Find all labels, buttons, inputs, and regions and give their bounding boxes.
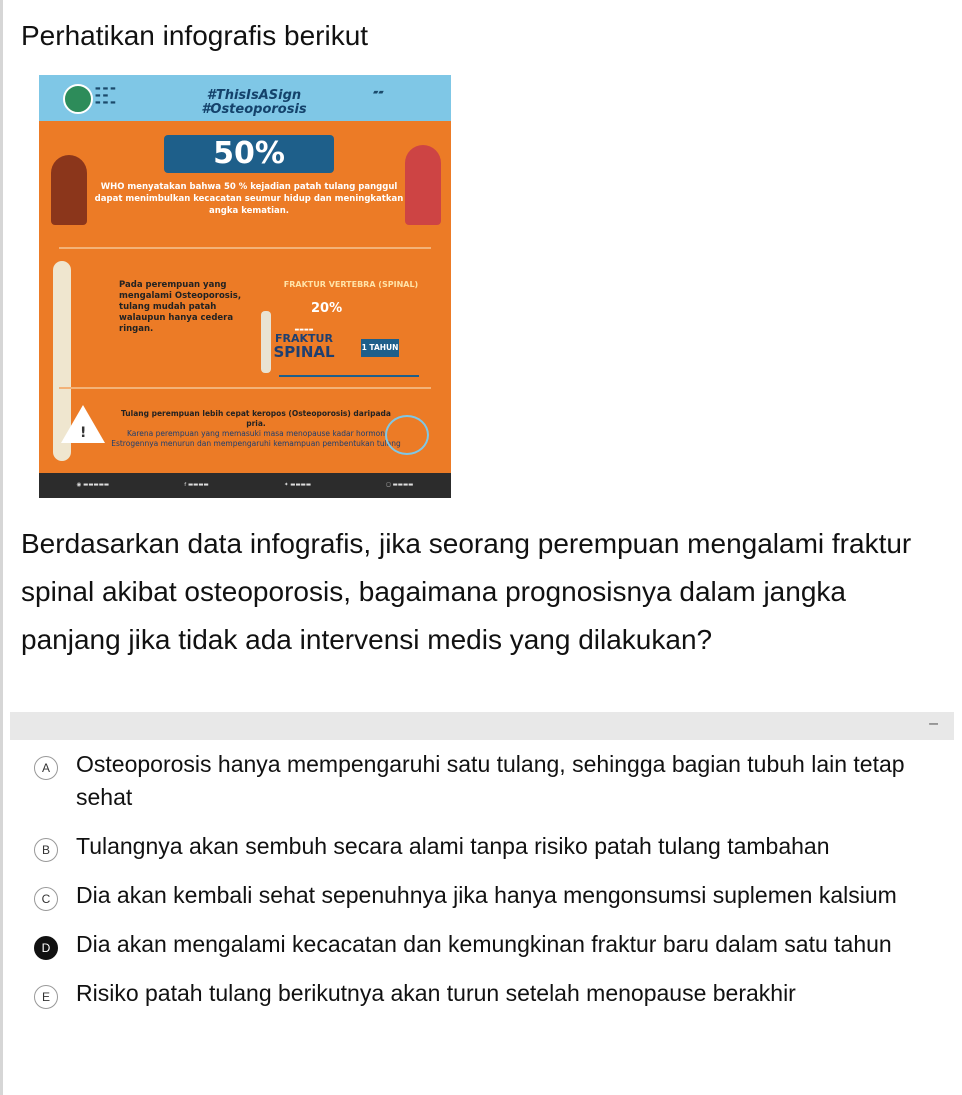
menopause-explanation: Karena perempuan yang memasuki masa menopause kadar hormon Estrogennya menurun dan mempengaruhi kemampuan pembentukan tulang (111, 429, 401, 448)
ministry-logo-icon (63, 84, 93, 114)
person-illustration-icon (405, 145, 441, 225)
gender-comparison-lead: Tulang perempuan lebih cepat keropos (Osteoporosis) daripada pria. (121, 409, 391, 428)
option-text: Dia akan mengalami kecacatan dan kemungkinan fraktur baru dalam satu tahun (76, 931, 892, 957)
gender-comparison-text (111, 409, 401, 449)
collapse-icon[interactable]: – (929, 715, 938, 732)
option-letter: A (34, 756, 58, 780)
option-text: Tulangnya akan sembuh secara alami tanpa risiko patah tulang tambahan (76, 833, 830, 859)
divider (59, 387, 431, 389)
option-text: Dia akan kembali sehat sepenuhnya jika hanya mengonsumsi suplemen kalsium (76, 882, 897, 908)
ministry-logo-text: ▬ ▬ ▬ ▬ ▬ ▬ ▬ ▬ (95, 85, 116, 106)
left-border (0, 0, 3, 1095)
one-year-badge: 1 TAHUN (361, 339, 399, 357)
exclamation-icon: ! (80, 425, 87, 441)
option-d[interactable] (22, 928, 952, 961)
fraktur-vertebra-heading: FRAKTUR VERTEBRA (SPINAL) (283, 280, 419, 289)
option-c[interactable] (22, 879, 952, 912)
option-letter: B (34, 838, 58, 862)
women-osteoporosis-text: Pada perempuan yang mengalami Osteoporosis, tulang mudah patah walaupun hanya cedera ringan. (119, 280, 242, 334)
answer-section-bar (10, 712, 954, 740)
gender-symbol-icon (385, 415, 429, 455)
timeline-arrow (279, 375, 419, 377)
fraktur-label: FRAKTUR (275, 332, 333, 345)
statistic-20-percent: 20% (311, 301, 343, 316)
spinal-label: SPINAL (273, 343, 335, 361)
social-media-footer (39, 473, 451, 498)
osteoporosis-infographic (39, 75, 451, 498)
who-statement: WHO menyatakan bahwa 50 % kejadian patah tulang panggul dapat menimbulkan kecacatan seumur hidup dan meningkatkan angka kematian. (94, 182, 404, 216)
facebook-icon: f ▬▬▬▬ (184, 482, 209, 488)
option-letter: C (34, 887, 58, 911)
person-illustration-icon (51, 155, 87, 225)
question-title: Perhatikan infografis berikut (21, 20, 369, 51)
instagram-icon: ◻ ▬▬▬▬ (386, 482, 414, 488)
answer-options (22, 748, 952, 1026)
infographic-hashtags (189, 89, 319, 117)
option-letter-selected: D (34, 936, 58, 960)
option-letter: E (34, 985, 58, 1009)
twitter-icon: ✦ ▬▬▬▬ (283, 482, 312, 488)
question-text: Berdasarkan data infografis, jika seorang perempuan mengalami fraktur spinal akibat osteoporosis, bagaimana prognosisnya dalam jangka panjang jika tidak ada intervensi medis yang dilakukan? (21, 528, 912, 655)
option-text: Risiko patah tulang berikutnya akan turun setelah menopause berakhir (76, 980, 796, 1006)
statistic-50-percent: 50% (164, 135, 334, 173)
fraktur-spinal-label: ▬▬▬▬ FRAKTUR SPINAL (269, 327, 339, 375)
germas-logo-icon: ▰▰ (373, 88, 384, 96)
hashtag-sign: #ThisIsASign (206, 88, 302, 103)
option-text: Osteoporosis hanya mempengaruhi satu tulang, sehingga bagian tubuh lain tetap sehat (76, 751, 905, 810)
option-e[interactable] (22, 977, 952, 1010)
hashtag-osteoporosis: #Osteoporosis (201, 102, 307, 117)
web-icon: ◉ ▬▬▬▬▬ (76, 482, 110, 488)
option-a[interactable] (22, 748, 952, 814)
option-b[interactable] (22, 830, 952, 863)
divider (59, 247, 431, 249)
